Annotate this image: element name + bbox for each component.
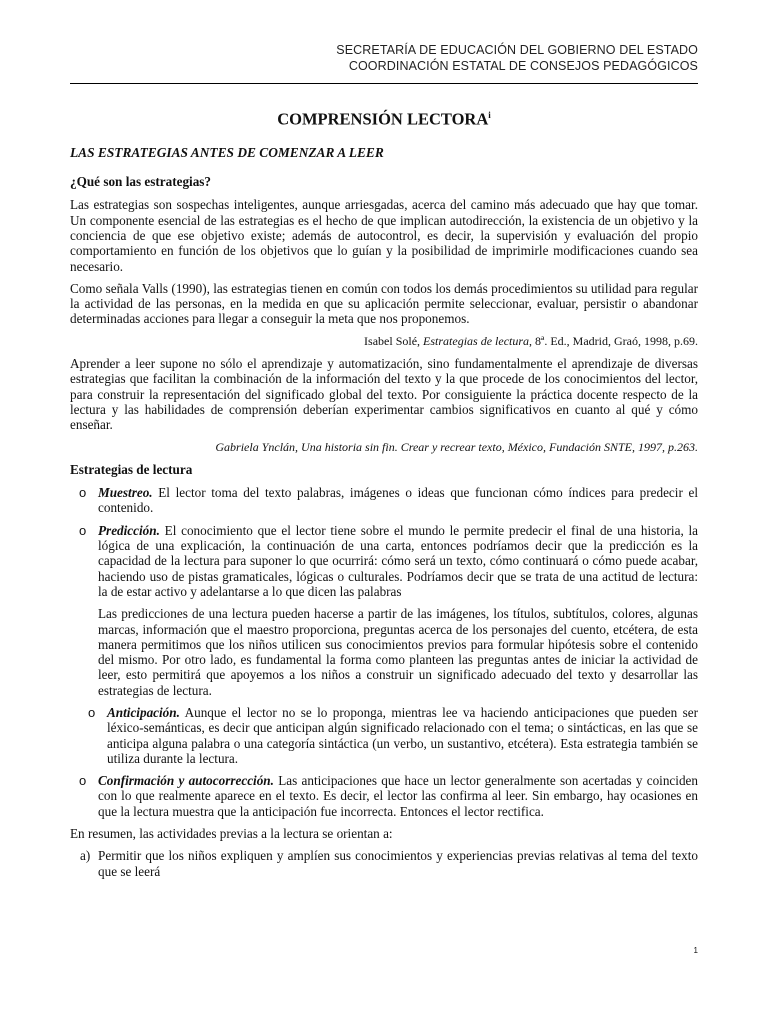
citation-ynclan: Gabriela Ynclán, Una historia sin fin. Crear y recrear texto, México, Fundación SNTE, 1997, p.263.: [215, 439, 698, 454]
list-item-prediccion: [70, 523, 698, 599]
list-item-confirmacion: [70, 773, 698, 819]
text-anticipacion: Aunque el lector no se lo proponga, mientras lee va haciendo anticipaciones que pueden ser léxico-semánticas, es decir que anticipan algún significado relacionado con el tema; o sintácticas, en las que se anticipa alguna palabra o una categoría sintáctica (un verbo, un sustantivo, etcétera). Esta estrategia también se utiliza durante la lectura.: [107, 705, 698, 766]
summary-item-text: Permitir que los niños expliquen y amplíen sus conocimientos y experiencias previas relativas al tema del texto que se leerá: [98, 848, 698, 879]
term-anticipacion: Anticipación.: [107, 705, 180, 720]
citation-sole-details: , 8ª. Ed., Madrid, Graó, 1998, p.69.: [529, 333, 698, 348]
text-confirmacion: Las anticipaciones que hace un lector generalmente son acertadas y coinciden con lo que realmente aparece en el texto. Es decir, el lector las confirma al leer. Sin embargo, hay ocasiones en que la lectura muestra que la anticipación fue incorrecta. Entonces el lector rectifica.: [98, 773, 698, 819]
document-title: [70, 108, 698, 127]
paragraph-valls: Como señala Valls (1990), las estrategias tienen en común con todos los demás procedimientos su utilidad para regular la actividad de las personas, en la medida en que su aplicación permite seleccionar, evaluar, persistir o abandonar determinadas acciones para llegar a conseguir la meta que nos proponemos.: [70, 280, 698, 327]
document-title-text: COMPRENSIÓN LECTORA: [277, 109, 489, 129]
citation-sole-author: Isabel Solé,: [364, 333, 424, 348]
title-footnote-marker: i: [488, 110, 491, 120]
term-confirmacion: Confirmación y autocorrección.: [98, 773, 274, 789]
bullet-mark: o: [79, 485, 87, 501]
citation-sole-work: Estrategias de lectura: [423, 333, 530, 348]
summary-item-marker: a): [80, 848, 91, 864]
document-body: [70, 108, 698, 883]
bullet-mark: o: [88, 705, 96, 720]
paragraph-learning-to-read: Aprender a leer supone no sólo el aprendizaje y automatización, sino fundamentalmente el aprendizaje de diversas estrategias que facilitan la combinación de la información del texto y la que procede de los conocimientos del lector, para construir la representación del significado global del texto. Por consiguiente la práctica docente respecto de la lectura y las habilidades de comprensión deberían experimentar cambios significativos en cuanto al qué y cómo enseñar.: [70, 356, 698, 433]
section-subtitle: LAS ESTRATEGIAS ANTES DE COMENZAR A LEER: [70, 144, 384, 160]
text-prediccion: El conocimiento que el lector tiene sobre el mundo le permite predecir el final de una historia, la lógica de una explicación, la continuación de una carta, entonces podríamos decir que la predicción es la capacidad de la lectura para suponer lo que ocurrirá: cómo será un texto, cómo continuará o cómo puede acabar, haciendo uso de pistas gramaticales, lógicas o culturales. Podríamos decir que se trata de una actitud de lectura: la de estar activo y adelantarse a lo que dicen las palabras: [98, 522, 698, 599]
term-muestreo: Muestreo.: [98, 485, 153, 501]
heading-reading-strategies: Estrategias de lectura: [70, 461, 193, 477]
text-muestreo: El lector toma del texto palabras, imágenes o ideas que funcionan cómo índices para predecir el contenido.: [98, 485, 698, 516]
list-item-muestreo: [70, 485, 698, 516]
list-item-anticipacion: [70, 705, 698, 766]
page-header: [336, 42, 698, 74]
header-rule: [70, 83, 698, 84]
bullet-mark: o: [79, 773, 87, 789]
citation-sole: [70, 334, 698, 349]
paragraph-strategies-definition: Las estrategias son sospechas inteligentes, aunque arriesgadas, acerca del camino más adecuado que hay que tomar. Un componente esencial de las estrategias es el hecho de que implican autodirección, la existencia de un objetivo y la conciencia de que ese objetivo existe; además de autocontrol, es decir, la supervisión y evaluación del propio comportamiento en función de los objetivos que lo guían y la posibilidad de imprimirle modificaciones cuando sea necesario.: [70, 197, 698, 274]
header-line-2: COORDINACIÓN ESTATAL DE CONSEJOS PEDAGÓGICOS: [348, 59, 698, 73]
page-number: 1: [693, 946, 698, 955]
summary-item-a: [70, 848, 698, 879]
paragraph-predictions-detail: Las predicciones de una lectura pueden hacerse a partir de las imágenes, los títulos, subtítulos, colores, algunas marcas, información que el maestro proporciona, preguntas acerca de los personajes del cuento, etcétera, de esta manera permitimos que los niños utilicen sus conocimientos previos para formular hipótesis sobre el contenido del mismo. Por otro lado, es fundamental la forma como planteen las preguntas antes de iniciar la actividad de leer, esto permitirá que apoyemos a los niños a construir un significado adecuado del texto y desarrollar las estrategias de lectura.: [98, 606, 698, 698]
paragraph-summary-intro: En resumen, las actividades previas a la lectura se orientan a:: [70, 826, 393, 842]
bullet-mark: o: [79, 522, 87, 538]
header-line-1: SECRETARÍA DE EDUCACIÓN DEL GOBIERNO DEL ESTADO: [336, 43, 698, 57]
term-prediccion: Predicción.: [98, 522, 160, 538]
heading-what-are-strategies: ¿Qué son las estrategias?: [70, 174, 212, 190]
